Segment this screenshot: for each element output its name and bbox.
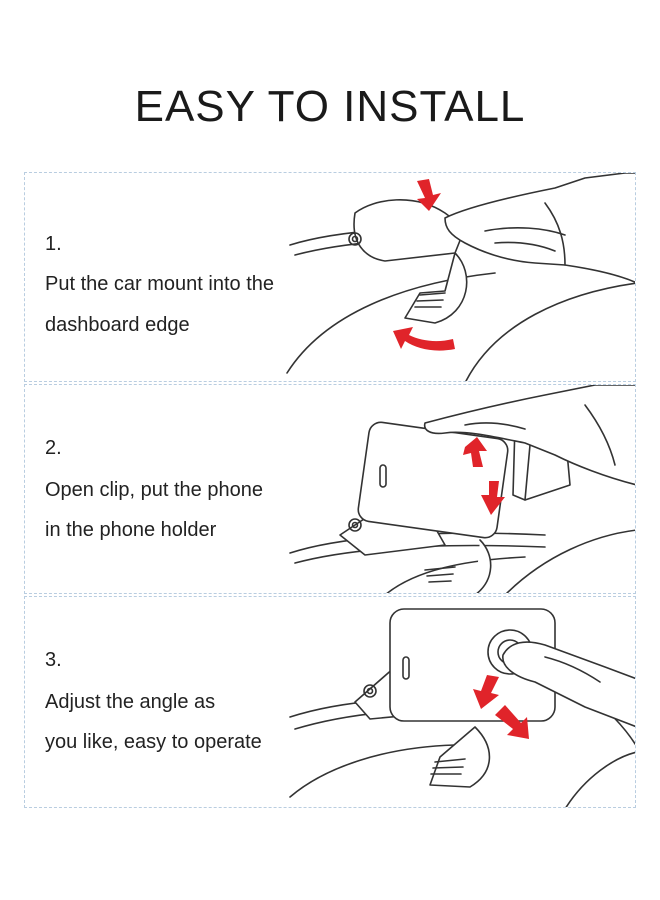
page-title: EASY TO INSTALL [134,82,526,131]
step-text-line: Put the car mount into the [45,273,275,295]
step-number: 3. [45,649,62,671]
step-number: 2. [45,437,62,459]
hand-inserting-phone-icon [25,385,636,594]
step-text-line: Open clip, put the phone [45,479,263,501]
step-panel-1 [24,172,636,382]
step-panel-3 [24,596,636,808]
step-number: 1. [45,233,62,255]
step-text-line: in the phone holder [45,519,217,541]
step-text-line: Adjust the angle as [45,691,216,713]
step-text-line: dashboard edge [45,314,190,336]
step-text-line: you like, easy to operate [45,731,262,753]
step-panel-2 [24,384,636,594]
hand-pressing-clip-icon [25,173,636,382]
finger-adjusting-ball-icon [25,597,636,808]
